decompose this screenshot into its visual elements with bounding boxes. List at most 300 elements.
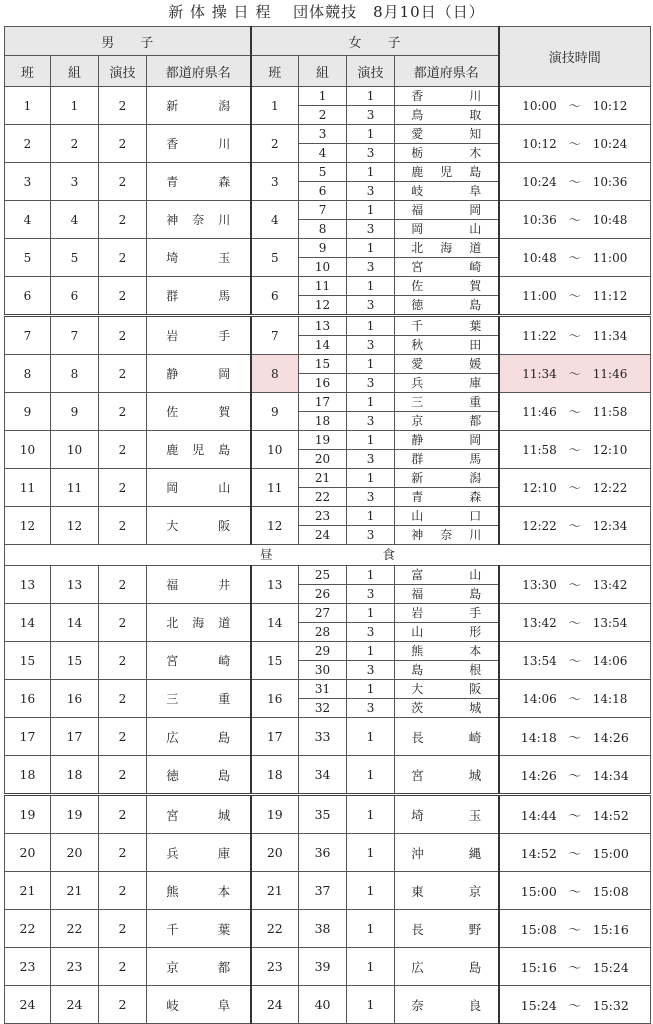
women-pref-cell: 栃木 [395,144,499,163]
women-engi-cell: 1 [347,795,395,834]
women-engi-cell: 3 [347,106,395,125]
men-pref-cell: 千葉 [147,910,251,948]
women-engi-cell: 1 [347,680,395,699]
women-han-cell: 2 [251,125,299,163]
men-pref-cell: 青森 [147,163,251,201]
time-cell: 12:22 ～ 12:34 [499,507,651,545]
women-kumi-cell: 38 [299,910,347,948]
women-pref-cell: 富山 [395,566,499,585]
men-pref-cell: 新潟 [147,87,251,125]
women-kumi-cell: 4 [299,144,347,163]
men-engi-cell: 2 [99,163,147,201]
men-han-cell: 6 [5,277,51,316]
men-han-cell: 21 [5,872,51,910]
women-kumi-cell: 27 [299,604,347,623]
men-engi-cell: 2 [99,910,147,948]
women-kumi-cell: 24 [299,526,347,545]
time-cell: 10:12 ～ 10:24 [499,125,651,163]
men-kumi-cell: 8 [51,355,99,393]
schedule-table [4,26,651,1024]
women-engi-cell: 3 [347,412,395,431]
women-pref-cell: 鹿児島 [395,163,499,182]
men-kumi-cell: 14 [51,604,99,642]
time-cell: 11:46 ～ 11:58 [499,393,651,431]
time-cell: 12:10 ～ 12:22 [499,469,651,507]
men-han-header: 班 [5,56,51,87]
women-engi-cell: 1 [347,834,395,872]
women-engi-cell: 1 [347,756,395,795]
men-pref-cell: 広島 [147,718,251,756]
men-kumi-cell: 9 [51,393,99,431]
table-row [5,718,651,756]
women-engi-cell: 1 [347,469,395,488]
women-han-cell: 9 [251,393,299,431]
women-kumi-cell: 2 [299,106,347,125]
women-header: 女 子 [251,27,499,56]
men-engi-cell: 2 [99,316,147,355]
men-engi-cell: 2 [99,948,147,986]
men-kumi-cell: 1 [51,87,99,125]
women-pref-cell: 佐賀 [395,277,499,296]
women-pref-cell: 新潟 [395,469,499,488]
men-pref-cell: 香川 [147,125,251,163]
women-han-cell: 8 [251,355,299,393]
women-engi-cell: 3 [347,374,395,393]
table-row [5,355,651,374]
lunch-right-label: 食 [382,547,396,562]
men-kumi-cell: 13 [51,566,99,604]
women-pref-cell: 島根 [395,661,499,680]
women-han-cell: 3 [251,163,299,201]
women-engi-cell: 1 [347,872,395,910]
table-row [5,986,651,1024]
men-engi-cell: 2 [99,393,147,431]
men-kumi-cell: 3 [51,163,99,201]
men-han-cell: 5 [5,239,51,277]
men-kumi-cell: 6 [51,277,99,316]
men-pref-cell: 岩手 [147,316,251,355]
women-pref-cell: 奈良 [395,986,499,1024]
women-han-cell: 4 [251,201,299,239]
women-pref-cell: 愛知 [395,125,499,144]
men-han-cell: 3 [5,163,51,201]
women-kumi-cell: 14 [299,336,347,355]
schedule-body [5,87,651,1024]
women-kumi-cell: 8 [299,220,347,239]
men-kumi-cell: 12 [51,507,99,545]
women-han-cell: 11 [251,469,299,507]
women-engi-cell: 1 [347,566,395,585]
men-han-cell: 13 [5,566,51,604]
women-kumi-cell: 20 [299,450,347,469]
time-cell: 13:30 ～ 13:42 [499,566,651,604]
men-engi-cell: 2 [99,566,147,604]
women-kumi-cell: 16 [299,374,347,393]
men-han-cell: 17 [5,718,51,756]
men-han-cell: 14 [5,604,51,642]
women-han-cell: 7 [251,316,299,355]
women-pref-cell: 静岡 [395,431,499,450]
table-row [5,201,651,220]
time-cell: 14:44 ～ 14:52 [499,795,651,834]
table-row [5,948,651,986]
men-han-cell: 4 [5,201,51,239]
time-cell: 13:42 ～ 13:54 [499,604,651,642]
men-pref-cell: 宮崎 [147,642,251,680]
women-pref-cell: 京都 [395,412,499,431]
women-han-cell: 12 [251,507,299,545]
women-engi-cell: 1 [347,239,395,258]
women-engi-cell: 1 [347,948,395,986]
women-kumi-cell: 1 [299,87,347,106]
women-han-header: 班 [251,56,299,87]
men-han-cell: 22 [5,910,51,948]
time-cell: 10:36 ～ 10:48 [499,201,651,239]
men-kumi-cell: 19 [51,795,99,834]
women-han-cell: 5 [251,239,299,277]
women-pref-cell: 岐阜 [395,182,499,201]
men-han-cell: 8 [5,355,51,393]
men-pref-cell: 兵庫 [147,834,251,872]
men-pref-cell: 鹿児島 [147,431,251,469]
women-han-cell: 20 [251,834,299,872]
men-kumi-cell: 23 [51,948,99,986]
table-row [5,239,651,258]
men-pref-cell: 大阪 [147,507,251,545]
women-engi-cell: 1 [347,125,395,144]
table-row [5,163,651,182]
time-cell: 11:34 ～ 11:46 [499,355,651,393]
table-row [5,277,651,296]
men-kumi-cell: 2 [51,125,99,163]
women-engi-header: 演技 [347,56,395,87]
men-engi-cell: 2 [99,680,147,718]
women-engi-cell: 3 [347,220,395,239]
women-kumi-cell: 17 [299,393,347,412]
men-engi-cell: 2 [99,795,147,834]
table-row [5,756,651,795]
time-header: 演技時間 [499,27,651,87]
women-kumi-cell: 26 [299,585,347,604]
women-kumi-cell: 9 [299,239,347,258]
women-kumi-cell: 30 [299,661,347,680]
men-pref-cell: 福井 [147,566,251,604]
men-engi-cell: 2 [99,642,147,680]
women-kumi-cell: 22 [299,488,347,507]
women-engi-cell: 1 [347,277,395,296]
men-engi-cell: 2 [99,201,147,239]
women-engi-cell: 3 [347,526,395,545]
men-pref-cell: 埼玉 [147,239,251,277]
women-pref-cell: 茨城 [395,699,499,718]
women-han-cell: 6 [251,277,299,316]
women-pref-cell: 長崎 [395,718,499,756]
time-cell: 15:24 ～ 15:32 [499,986,651,1024]
men-pref-cell: 宮城 [147,795,251,834]
women-kumi-cell: 15 [299,355,347,374]
women-engi-cell: 1 [347,355,395,374]
women-engi-cell: 3 [347,182,395,201]
table-row [5,680,651,699]
women-pref-cell: 兵庫 [395,374,499,393]
women-pref-cell: 千葉 [395,316,499,336]
men-engi-cell: 2 [99,986,147,1024]
women-pref-cell: 香川 [395,87,499,106]
women-engi-cell: 3 [347,296,395,316]
women-kumi-cell: 39 [299,948,347,986]
men-engi-cell: 2 [99,834,147,872]
women-pref-cell: 福島 [395,585,499,604]
women-pref-cell: 神奈川 [395,526,499,545]
men-engi-cell: 2 [99,604,147,642]
men-pref-cell: 徳島 [147,756,251,795]
women-engi-cell: 1 [347,604,395,623]
women-engi-cell: 3 [347,450,395,469]
women-engi-cell: 3 [347,144,395,163]
men-pref-cell: 群馬 [147,277,251,316]
women-kumi-cell: 23 [299,507,347,526]
women-pref-cell: 沖縄 [395,834,499,872]
women-pref-cell: 三重 [395,393,499,412]
men-kumi-cell: 21 [51,872,99,910]
men-pref-cell: 京都 [147,948,251,986]
table-row [5,469,651,488]
women-han-cell: 18 [251,756,299,795]
women-pref-cell: 青森 [395,488,499,507]
men-engi-cell: 2 [99,469,147,507]
women-kumi-cell: 18 [299,412,347,431]
table-row [5,566,651,585]
women-engi-cell: 1 [347,431,395,450]
men-han-cell: 11 [5,469,51,507]
men-kumi-cell: 7 [51,316,99,355]
women-pref-cell: 埼玉 [395,795,499,834]
women-engi-cell: 1 [347,507,395,526]
women-han-cell: 21 [251,872,299,910]
men-engi-cell: 2 [99,872,147,910]
women-kumi-cell: 33 [299,718,347,756]
women-engi-cell: 1 [347,87,395,106]
time-cell: 14:18 ～ 14:26 [499,718,651,756]
women-engi-cell: 1 [347,316,395,336]
women-engi-cell: 1 [347,201,395,220]
women-kumi-cell: 31 [299,680,347,699]
men-header: 男 子 [5,27,251,56]
men-kumi-cell: 11 [51,469,99,507]
table-row [5,393,651,412]
women-engi-cell: 1 [347,163,395,182]
women-pref-cell: 鳥取 [395,106,499,125]
table-row [5,642,651,661]
table-row [5,316,651,336]
table-row [5,604,651,623]
women-engi-cell: 3 [347,585,395,604]
time-cell: 11:58 ～ 12:10 [499,431,651,469]
women-engi-cell: 1 [347,986,395,1024]
men-han-cell: 18 [5,756,51,795]
women-han-cell: 13 [251,566,299,604]
women-han-cell: 15 [251,642,299,680]
men-engi-cell: 2 [99,355,147,393]
time-cell: 15:00 ～ 15:08 [499,872,651,910]
table-row [5,125,651,144]
women-han-cell: 24 [251,986,299,1024]
women-kumi-cell: 12 [299,296,347,316]
men-pref-cell: 岐阜 [147,986,251,1024]
men-engi-cell: 2 [99,277,147,316]
men-kumi-header: 組 [51,56,99,87]
men-han-cell: 23 [5,948,51,986]
time-cell: 14:06 ～ 14:18 [499,680,651,718]
women-kumi-cell: 40 [299,986,347,1024]
men-pref-cell: 熊本 [147,872,251,910]
women-han-cell: 1 [251,87,299,125]
men-engi-cell: 2 [99,239,147,277]
men-pref-header: 都道府県名 [147,56,251,87]
men-engi-cell: 2 [99,756,147,795]
women-han-cell: 14 [251,604,299,642]
women-engi-cell: 1 [347,718,395,756]
men-han-cell: 19 [5,795,51,834]
women-engi-cell: 1 [347,393,395,412]
women-kumi-cell: 35 [299,795,347,834]
women-engi-cell: 3 [347,488,395,507]
women-han-cell: 16 [251,680,299,718]
men-kumi-cell: 17 [51,718,99,756]
women-pref-cell: 群馬 [395,450,499,469]
women-engi-cell: 3 [347,623,395,642]
men-kumi-cell: 20 [51,834,99,872]
women-engi-cell: 3 [347,661,395,680]
women-kumi-cell: 25 [299,566,347,585]
lunch-row [5,545,651,566]
women-pref-cell: 福岡 [395,201,499,220]
women-engi-cell: 1 [347,910,395,948]
page-title: 新 体 操 日 程 団体競技 8月10日（日） [168,3,485,21]
women-han-cell: 10 [251,431,299,469]
women-engi-cell: 3 [347,258,395,277]
women-pref-cell: 熊本 [395,642,499,661]
women-engi-cell: 1 [347,642,395,661]
men-pref-cell: 三重 [147,680,251,718]
men-kumi-cell: 4 [51,201,99,239]
men-pref-cell: 岡山 [147,469,251,507]
time-cell: 10:48 ～ 11:00 [499,239,651,277]
women-pref-cell: 山口 [395,507,499,526]
table-row [5,872,651,910]
time-cell: 10:00 ～ 10:12 [499,87,651,125]
men-han-cell: 20 [5,834,51,872]
time-cell: 10:24 ～ 10:36 [499,163,651,201]
men-kumi-cell: 24 [51,986,99,1024]
women-kumi-cell: 11 [299,277,347,296]
women-kumi-cell: 3 [299,125,347,144]
time-cell: 14:52 ～ 15:00 [499,834,651,872]
women-kumi-cell: 10 [299,258,347,277]
men-kumi-cell: 5 [51,239,99,277]
men-engi-cell: 2 [99,431,147,469]
time-cell: 15:08 ～ 15:16 [499,910,651,948]
lunch-left-label: 昼 [260,547,273,562]
women-pref-cell: 広島 [395,948,499,986]
men-pref-cell: 佐賀 [147,393,251,431]
women-kumi-cell: 37 [299,872,347,910]
men-kumi-cell: 22 [51,910,99,948]
men-han-cell: 12 [5,507,51,545]
men-kumi-cell: 16 [51,680,99,718]
men-engi-header: 演技 [99,56,147,87]
men-han-cell: 2 [5,125,51,163]
women-pref-cell: 宮城 [395,756,499,795]
table-row [5,431,651,450]
women-pref-cell: 愛媛 [395,355,499,374]
women-pref-cell: 徳島 [395,296,499,316]
men-han-cell: 10 [5,431,51,469]
table-row [5,795,651,834]
time-cell: 11:22 ～ 11:34 [499,316,651,355]
men-kumi-cell: 18 [51,756,99,795]
men-han-cell: 9 [5,393,51,431]
women-engi-cell: 3 [347,336,395,355]
men-pref-cell: 北海道 [147,604,251,642]
men-han-cell: 15 [5,642,51,680]
women-pref-cell: 大阪 [395,680,499,699]
men-han-cell: 24 [5,986,51,1024]
time-cell: 14:26 ～ 14:34 [499,756,651,795]
men-engi-cell: 2 [99,87,147,125]
time-cell: 11:00 ～ 11:12 [499,277,651,316]
table-row [5,87,651,106]
table-row [5,507,651,526]
women-han-cell: 23 [251,948,299,986]
women-kumi-cell: 32 [299,699,347,718]
women-kumi-cell: 19 [299,431,347,450]
women-kumi-cell: 34 [299,756,347,795]
men-engi-cell: 2 [99,125,147,163]
women-pref-cell: 北海道 [395,239,499,258]
women-engi-cell: 3 [347,699,395,718]
women-kumi-cell: 5 [299,163,347,182]
women-kumi-header: 組 [299,56,347,87]
men-kumi-cell: 10 [51,431,99,469]
men-han-cell: 16 [5,680,51,718]
men-engi-cell: 2 [99,507,147,545]
women-han-cell: 17 [251,718,299,756]
table-row [5,834,651,872]
women-pref-cell: 岩手 [395,604,499,623]
women-pref-cell: 宮崎 [395,258,499,277]
men-kumi-cell: 15 [51,642,99,680]
women-kumi-cell: 36 [299,834,347,872]
time-cell: 13:54 ～ 14:06 [499,642,651,680]
women-pref-cell: 長野 [395,910,499,948]
women-pref-header: 都道府県名 [395,56,499,87]
women-kumi-cell: 13 [299,316,347,336]
men-han-cell: 1 [5,87,51,125]
women-pref-cell: 秋田 [395,336,499,355]
women-han-cell: 22 [251,910,299,948]
men-pref-cell: 静岡 [147,355,251,393]
women-pref-cell: 岡山 [395,220,499,239]
men-han-cell: 7 [5,316,51,355]
women-kumi-cell: 7 [299,201,347,220]
men-engi-cell: 2 [99,718,147,756]
lunch-cell [5,545,651,566]
time-cell: 15:16 ～ 15:24 [499,948,651,986]
women-kumi-cell: 21 [299,469,347,488]
women-kumi-cell: 28 [299,623,347,642]
table-row [5,910,651,948]
